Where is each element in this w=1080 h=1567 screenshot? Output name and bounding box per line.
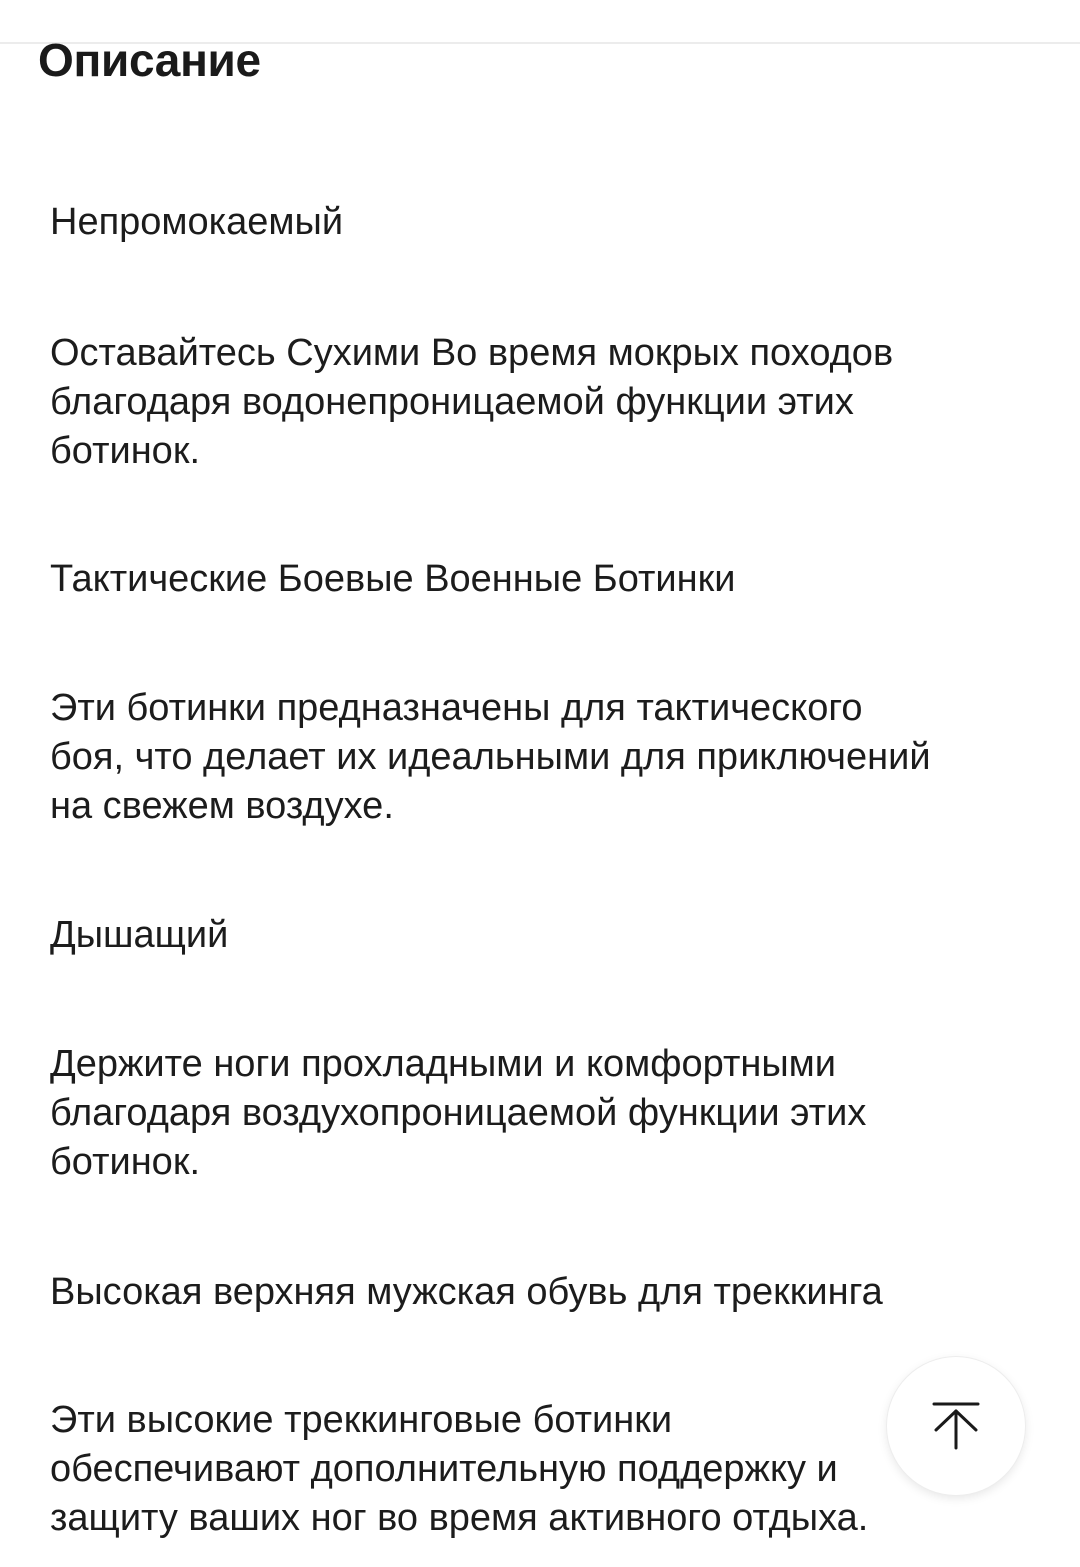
feature-text-trekking: Эти высокие треккинговые ботинки обеспечивают дополнительную поддержку и защиту ваших ног во время активного отдыха.	[50, 1399, 869, 1539]
feature-text-breathable: Держите ноги прохладными и комфортными благодаря воздухопроницаемой функции этих ботинок.	[50, 1043, 867, 1183]
feature-heading-waterproof: Непромокаемый	[50, 201, 344, 243]
section-title: Описание	[38, 34, 261, 86]
feature-heading-breathable: Дышащий	[50, 914, 229, 956]
feature-heading-trekking: Высокая верхняя мужская обувь для треккинга	[50, 1271, 883, 1313]
feature-text-tactical: Эти ботинки предназначены для тактического боя, что делает их идеальными для приключений на свежем воздухе.	[50, 687, 931, 827]
feature-heading-tactical: Тактические Боевые Военные Ботинки	[50, 558, 736, 600]
arrow-to-top-icon	[930, 1400, 982, 1452]
feature-text-waterproof: Оставайтесь Сухими Во время мокрых походов благодаря водонепроницаемой функции этих ботинок.	[50, 332, 894, 472]
scroll-to-top-button[interactable]	[887, 1357, 1025, 1495]
